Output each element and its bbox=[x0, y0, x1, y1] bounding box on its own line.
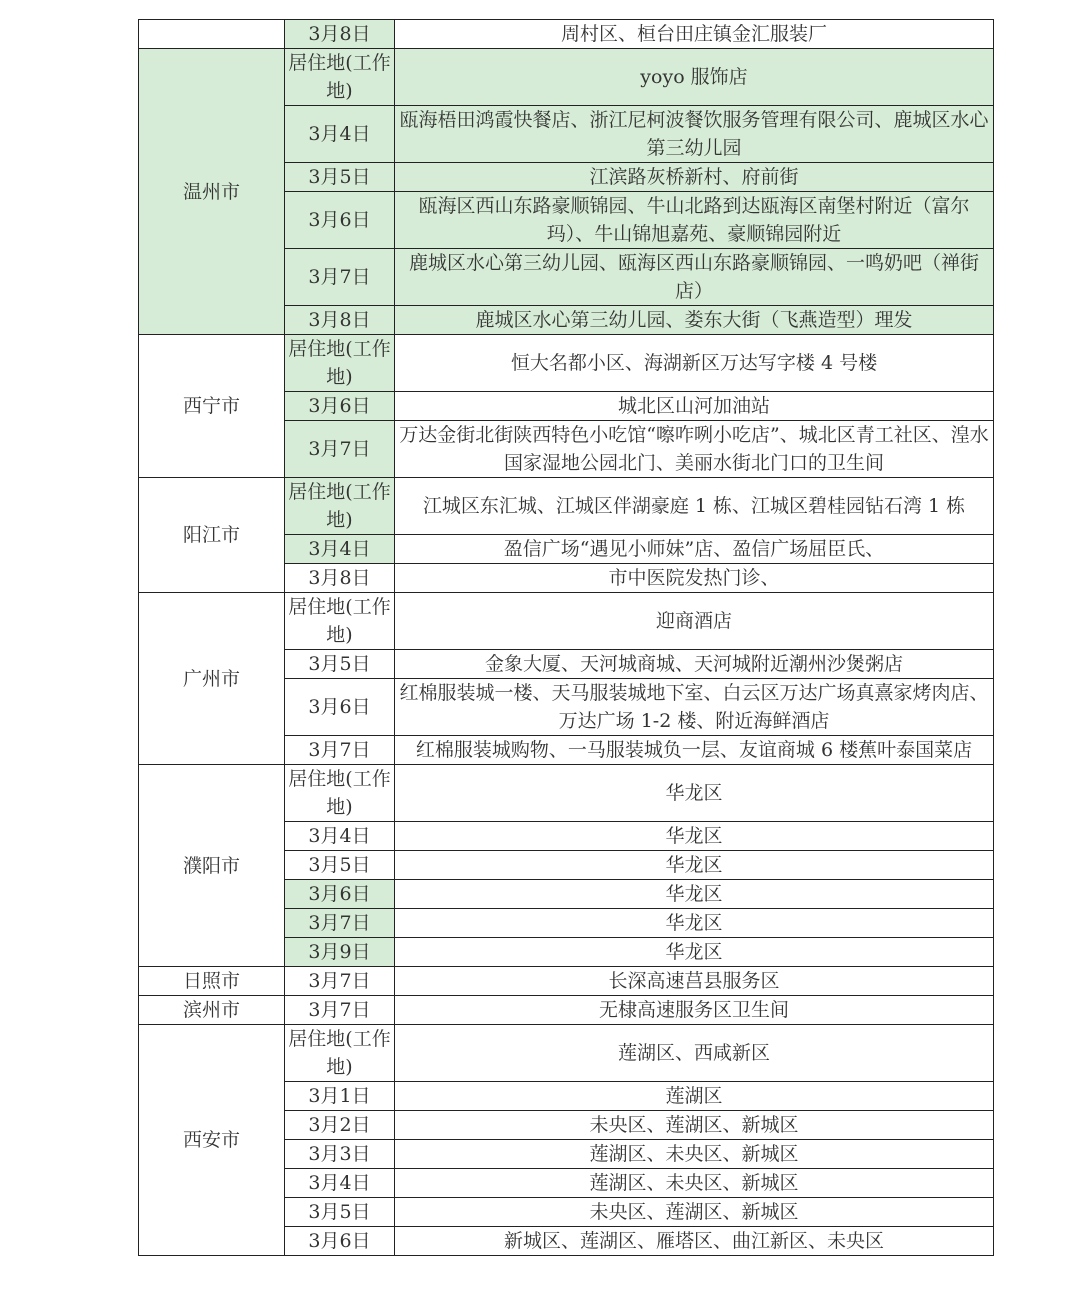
date-cell: 3月7日 bbox=[285, 249, 395, 306]
place-cell: 莲湖区、未央区、新城区 bbox=[395, 1169, 994, 1198]
date-cell: 3月5日 bbox=[285, 650, 395, 679]
date-cell: 居住地(工作地) bbox=[285, 335, 395, 392]
place-cell: 红棉服装城一楼、天马服装城地下室、白云区万达广场真熹家烤肉店、万达广场 1-2 楼、附近海鲜酒店 bbox=[395, 679, 994, 736]
place-cell: 江城区东汇城、江城区伴湖豪庭 1 栋、江城区碧桂园钻石湾 1 栋 bbox=[395, 478, 994, 535]
date-cell: 3月5日 bbox=[285, 851, 395, 880]
place-cell: 周村区、桓台田庄镇金汇服装厂 bbox=[395, 20, 994, 49]
date-cell: 3月6日 bbox=[285, 392, 395, 421]
place-cell: 江滨路灰桥新村、府前街 bbox=[395, 163, 994, 192]
date-cell: 3月1日 bbox=[285, 1082, 395, 1111]
table-row bbox=[139, 20, 994, 49]
place-cell: 红棉服装城购物、一马服装城负一层、友谊商城 6 楼蕉叶泰国菜店 bbox=[395, 736, 994, 765]
city-cell: 西安市 bbox=[139, 1025, 285, 1256]
place-cell: 瓯海梧田鸿霞快餐店、浙江尼柯波餐饮服务管理有限公司、鹿城区水心第三幼儿园 bbox=[395, 106, 994, 163]
city-cell: 滨州市 bbox=[139, 996, 285, 1025]
city-cell: 濮阳市 bbox=[139, 765, 285, 967]
date-cell: 3月7日 bbox=[285, 909, 395, 938]
date-cell: 3月7日 bbox=[285, 996, 395, 1025]
table-body bbox=[139, 20, 994, 1256]
table-row bbox=[139, 1025, 994, 1082]
place-cell: 华龙区 bbox=[395, 765, 994, 822]
place-cell: 长深高速莒县服务区 bbox=[395, 967, 994, 996]
date-cell: 3月9日 bbox=[285, 938, 395, 967]
date-cell: 3月8日 bbox=[285, 306, 395, 335]
place-cell: 华龙区 bbox=[395, 851, 994, 880]
date-cell: 居住地(工作地) bbox=[285, 478, 395, 535]
table-row bbox=[139, 335, 994, 392]
city-cell: 西宁市 bbox=[139, 335, 285, 478]
place-cell: 华龙区 bbox=[395, 822, 994, 851]
place-cell: 鹿城区水心第三幼儿园、瓯海区西山东路豪顺锦园、一鸣奶吧（禅街店） bbox=[395, 249, 994, 306]
city-cell: 温州市 bbox=[139, 49, 285, 335]
table-row bbox=[139, 593, 994, 650]
date-cell: 3月6日 bbox=[285, 880, 395, 909]
place-cell: yoyo 服饰店 bbox=[395, 49, 994, 106]
place-cell: 万达金街北街陕西特色小吃馆“嚓咋咧小吃店”、城北区青工社区、湟水国家湿地公园北门、美丽水街北门口的卫生间 bbox=[395, 421, 994, 478]
date-cell: 居住地(工作地) bbox=[285, 49, 395, 106]
date-cell: 3月7日 bbox=[285, 421, 395, 478]
date-cell: 3月8日 bbox=[285, 564, 395, 593]
place-cell: 无棣高速服务区卫生间 bbox=[395, 996, 994, 1025]
place-cell: 华龙区 bbox=[395, 938, 994, 967]
place-cell: 金象大厦、天河城商城、天河城附近潮州沙煲粥店 bbox=[395, 650, 994, 679]
place-cell: 盈信广场“遇见小师妹”店、盈信广场屈臣氏、 bbox=[395, 535, 994, 564]
date-cell: 3月7日 bbox=[285, 967, 395, 996]
date-cell: 3月5日 bbox=[285, 1198, 395, 1227]
date-cell: 3月6日 bbox=[285, 1227, 395, 1256]
place-cell: 瓯海区西山东路豪顺锦园、牛山北路到达瓯海区南堡村附近（富尔玛）、牛山锦旭嘉苑、豪顺锦园附近 bbox=[395, 192, 994, 249]
place-cell: 鹿城区水心第三幼儿园、娄东大街（飞燕造型）理发 bbox=[395, 306, 994, 335]
date-cell: 3月7日 bbox=[285, 736, 395, 765]
date-cell: 居住地(工作地) bbox=[285, 1025, 395, 1082]
date-cell: 3月6日 bbox=[285, 679, 395, 736]
city-cell: 广州市 bbox=[139, 593, 285, 765]
table-row bbox=[139, 49, 994, 106]
city-cell: 日照市 bbox=[139, 967, 285, 996]
place-cell: 新城区、莲湖区、雁塔区、曲江新区、未央区 bbox=[395, 1227, 994, 1256]
date-cell: 3月4日 bbox=[285, 1169, 395, 1198]
place-cell: 市中医院发热门诊、 bbox=[395, 564, 994, 593]
date-cell: 3月6日 bbox=[285, 192, 395, 249]
date-cell: 3月3日 bbox=[285, 1140, 395, 1169]
date-cell: 居住地(工作地) bbox=[285, 593, 395, 650]
place-cell: 恒大名都小区、海湖新区万达写字楼 4 号楼 bbox=[395, 335, 994, 392]
city-cell: 阳江市 bbox=[139, 478, 285, 593]
place-cell: 华龙区 bbox=[395, 909, 994, 938]
place-cell: 未央区、莲湖区、新城区 bbox=[395, 1198, 994, 1227]
table-row bbox=[139, 967, 994, 996]
place-cell: 城北区山河加油站 bbox=[395, 392, 994, 421]
place-cell: 莲湖区 bbox=[395, 1082, 994, 1111]
date-cell: 3月4日 bbox=[285, 535, 395, 564]
table-row bbox=[139, 478, 994, 535]
date-cell: 3月4日 bbox=[285, 822, 395, 851]
place-cell: 迎商酒店 bbox=[395, 593, 994, 650]
date-cell: 3月5日 bbox=[285, 163, 395, 192]
date-cell: 3月4日 bbox=[285, 106, 395, 163]
table-row bbox=[139, 996, 994, 1025]
date-cell: 3月8日 bbox=[285, 20, 395, 49]
place-cell: 莲湖区、未央区、新城区 bbox=[395, 1140, 994, 1169]
city-cell bbox=[139, 20, 285, 49]
place-cell: 华龙区 bbox=[395, 880, 994, 909]
table-row bbox=[139, 765, 994, 822]
date-cell: 居住地(工作地) bbox=[285, 765, 395, 822]
date-cell: 3月2日 bbox=[285, 1111, 395, 1140]
place-cell: 未央区、莲湖区、新城区 bbox=[395, 1111, 994, 1140]
place-cell: 莲湖区、西咸新区 bbox=[395, 1025, 994, 1082]
locations-table bbox=[138, 19, 994, 1256]
